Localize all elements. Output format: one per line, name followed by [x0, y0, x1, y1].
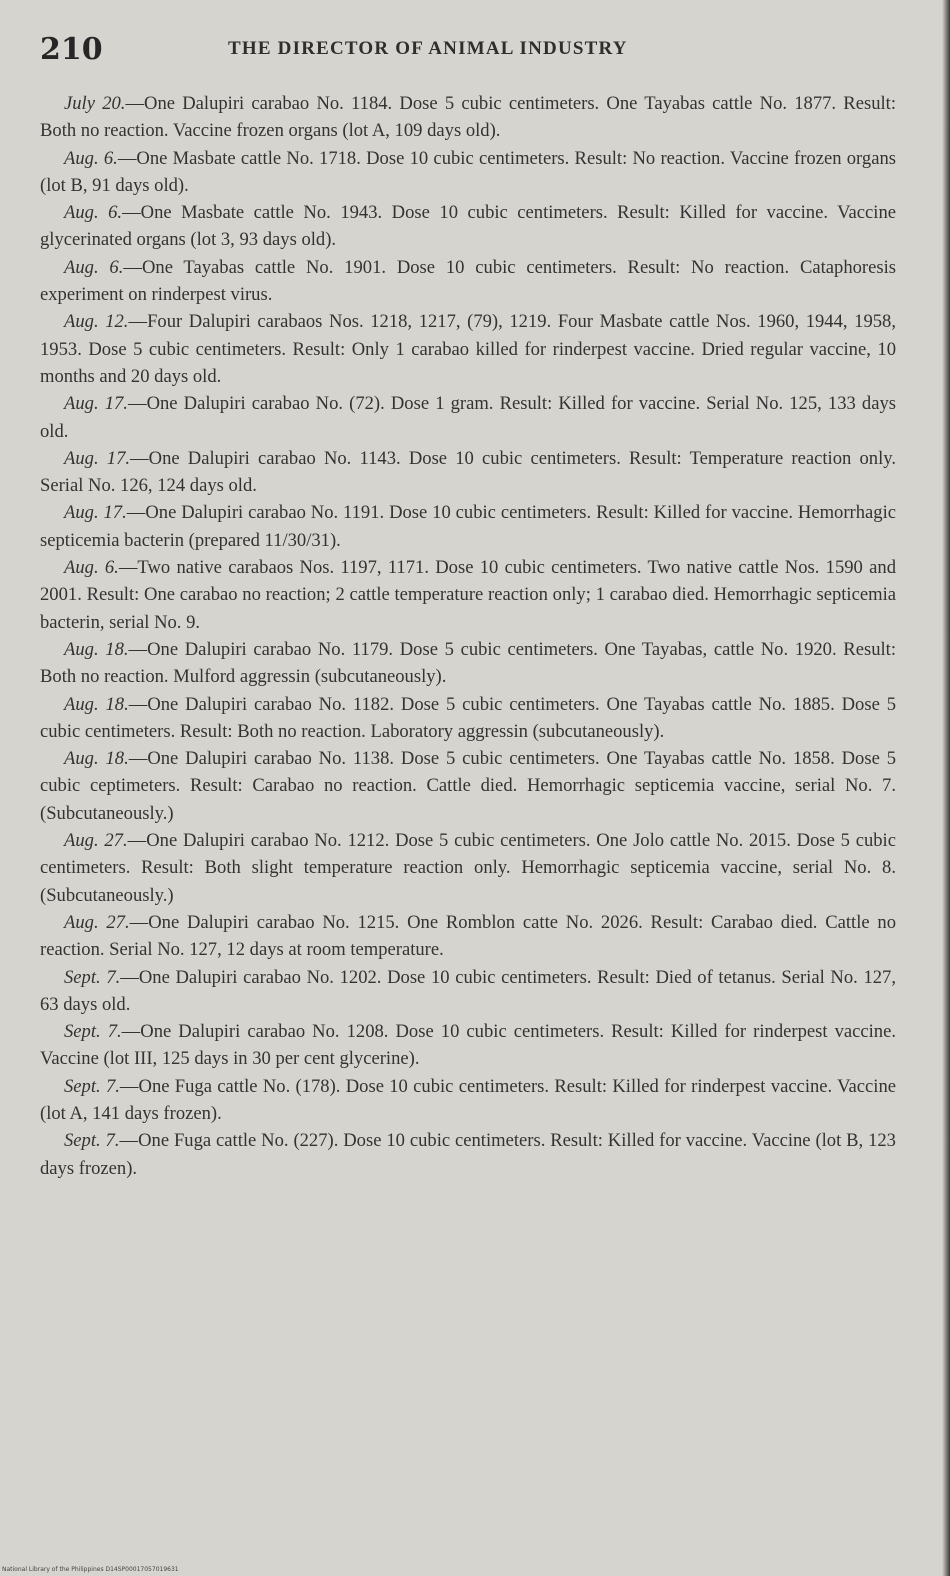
log-entry [40, 554, 896, 636]
log-entry [40, 1127, 896, 1182]
log-entry [40, 745, 896, 827]
page-header [40, 28, 900, 78]
entry-text: —One Dalupiri carabao No. 1202. Dose 10 cubic centimeters. Result: Died of tetanus. Serial No. 127, 63 days old. [40, 966, 896, 1015]
entry-text: —One Masbate cattle No. 1718. Dose 10 cubic centimeters. Result: No reaction. Vaccine frozen organs (lot B, 91 days old). [40, 147, 896, 196]
log-entry [40, 254, 896, 309]
running-head: THE DIRECTOR OF ANIMAL INDUSTRY [228, 38, 628, 59]
page-number: 210 [40, 32, 103, 67]
entry-date: Aug. 17. [64, 447, 131, 469]
entry-text: —One Tayabas cattle No. 1901. Dose 10 cubic centimeters. Result: No reaction. Cataphoresis experiment on rinderpest virus. [40, 256, 896, 306]
log-entry [40, 145, 896, 200]
log-entry [40, 199, 896, 254]
entry-text: —One Dalupiri carabao No. 1184. Dose 5 cubic centimeters. One Tayabas cattle No. 1877. Result: Both no reaction. Vaccine frozen organs (lot A, 109 days old). [40, 93, 896, 142]
entry-date: Sept. 7. [64, 1021, 122, 1043]
page-edge-shadow [942, 0, 950, 1576]
entry-date: Aug. 6. [64, 202, 123, 224]
entry-text: —One Dalupiri carabao No. 1179. Dose 5 cubic centimeters. One Tayabas, cattle No. 1920. Result: Both no reaction. Mulford aggressin (subcutaneously). [40, 638, 896, 688]
log-entry [40, 390, 896, 445]
log-entry [40, 308, 896, 390]
entry-date: Aug. 27. [64, 911, 130, 933]
entry-text: —One Dalupiri carabao No. 1215. One Romblon catte No. 2026. Result: Carabao died. Cattle no reaction. Serial No. 127, 12 days at room temperature. [40, 911, 897, 961]
log-entry [40, 909, 896, 964]
entry-date: Aug. 27. [64, 830, 128, 852]
log-entry [40, 636, 896, 691]
log-entry [40, 691, 896, 746]
entry-date: Sept. 7. [64, 1130, 120, 1152]
entry-date: Aug. 17. [64, 393, 128, 415]
entry-date: Aug. 6. [64, 147, 118, 169]
entry-date: Aug. 17. [64, 502, 127, 524]
entry-text: —One Dalupiri carabao No. 1208. Dose 10 cubic centimeters. Result: Killed for rinderpest vaccine. Vaccine (lot III, 125 days in 30 per cent glycerine). [40, 1021, 896, 1070]
entry-date: Aug. 18. [64, 693, 129, 715]
log-entry [40, 1018, 896, 1073]
log-entry [40, 90, 896, 145]
entry-text: —One Dalupiri carabao No. 1182. Dose 5 cubic centimeters. One Tayabas cattle No. 1885. Dose 5 cubic centimeters. Result: Both no reaction. Laboratory aggressin (subcutaneously). [40, 693, 896, 742]
log-entry [40, 964, 896, 1019]
body-text [40, 90, 896, 1182]
entry-date: Aug. 18. [64, 748, 129, 770]
entry-text: —One Masbate cattle No. 1943. Dose 10 cubic centimeters. Result: Killed for vaccine. Vaccine glycerinated organs (lot 3, 93 days old). [40, 202, 896, 251]
log-entry [40, 499, 896, 554]
entry-text: —One Fuga cattle No. (178). Dose 10 cubic centimeters. Result: Killed for rinderpest vaccine. Vaccine (lot A, 141 days frozen). [40, 1075, 896, 1124]
entry-text: —Two native carabaos Nos. 1197, 1171. Dose 10 cubic centimeters. Two native cattle Nos. 1590 and 2001. Result: One carabao no reaction; 2 cattle temperature reaction only; 1 carabao died. Hemorrhagic septicemia bacterin, serial No. 9. [40, 557, 896, 633]
log-entry [40, 827, 896, 909]
entry-date: Aug. 6. [64, 256, 124, 278]
entry-text: —Four Dalupiri carabaos Nos. 1218, 1217, (79), 1219. Four Masbate cattle Nos. 1960, 1944, 1958, 1953. Dose 5 cubic centimeters. Result: Only 1 carabao killed for rinderpest vaccine. Dried regular vaccine, 10 months and 20 days old. [40, 311, 897, 387]
entry-date: Aug. 12. [64, 311, 129, 333]
entry-date: Aug. 6. [64, 557, 119, 579]
entry-text: —One Dalupiri carabao No. 1138. Dose 5 cubic centimeters. One Tayabas cattle No. 1858. Dose 5 cubic ceptimeters. Result: Carabao no reaction. Cattle died. Hemorrhagic septicemia vaccine, serial No. 7. (Subcutaneously.) [40, 748, 896, 824]
entry-date: July 20. [64, 93, 126, 114]
entry-date: Aug. 18. [64, 638, 129, 660]
entry-date: Sept. 7. [64, 1075, 120, 1097]
entry-text: —One Dalupiri carabao No. 1191. Dose 10 cubic centimeters. Result: Killed for vaccine. Hemorrhagic septicemia bacterin (prepared 11/30/31). [40, 502, 896, 551]
entry-text: —One Dalupiri carabao No. 1212. Dose 5 cubic centimeters. One Jolo cattle No. 2015. Dose 5 cubic centimeters. Result: Both slight temperature reaction only. Hemorrhagic septicemia vaccine, serial No. 8. (Subcutaneously.) [40, 830, 896, 906]
entry-date: Sept. 7. [64, 966, 121, 988]
entry-text: —One Fuga cattle No. (227). Dose 10 cubic centimeters. Result: Killed for vaccine. Vaccine (lot B, 123 days frozen). [40, 1130, 896, 1179]
scan-footer-note: National Library of the Philippines D14SP00017057019631 [2, 1566, 179, 1573]
entry-text: —One Dalupiri carabao No. (72). Dose 1 gram. Result: Killed for vaccine. Serial No. 125, 133 days old. [40, 393, 896, 442]
log-entry [40, 445, 896, 500]
log-entry [40, 1073, 896, 1128]
entry-text: —One Dalupiri carabao No. 1143. Dose 10 cubic centimeters. Result: Temperature reaction only. Serial No. 126, 124 days old. [40, 447, 896, 497]
